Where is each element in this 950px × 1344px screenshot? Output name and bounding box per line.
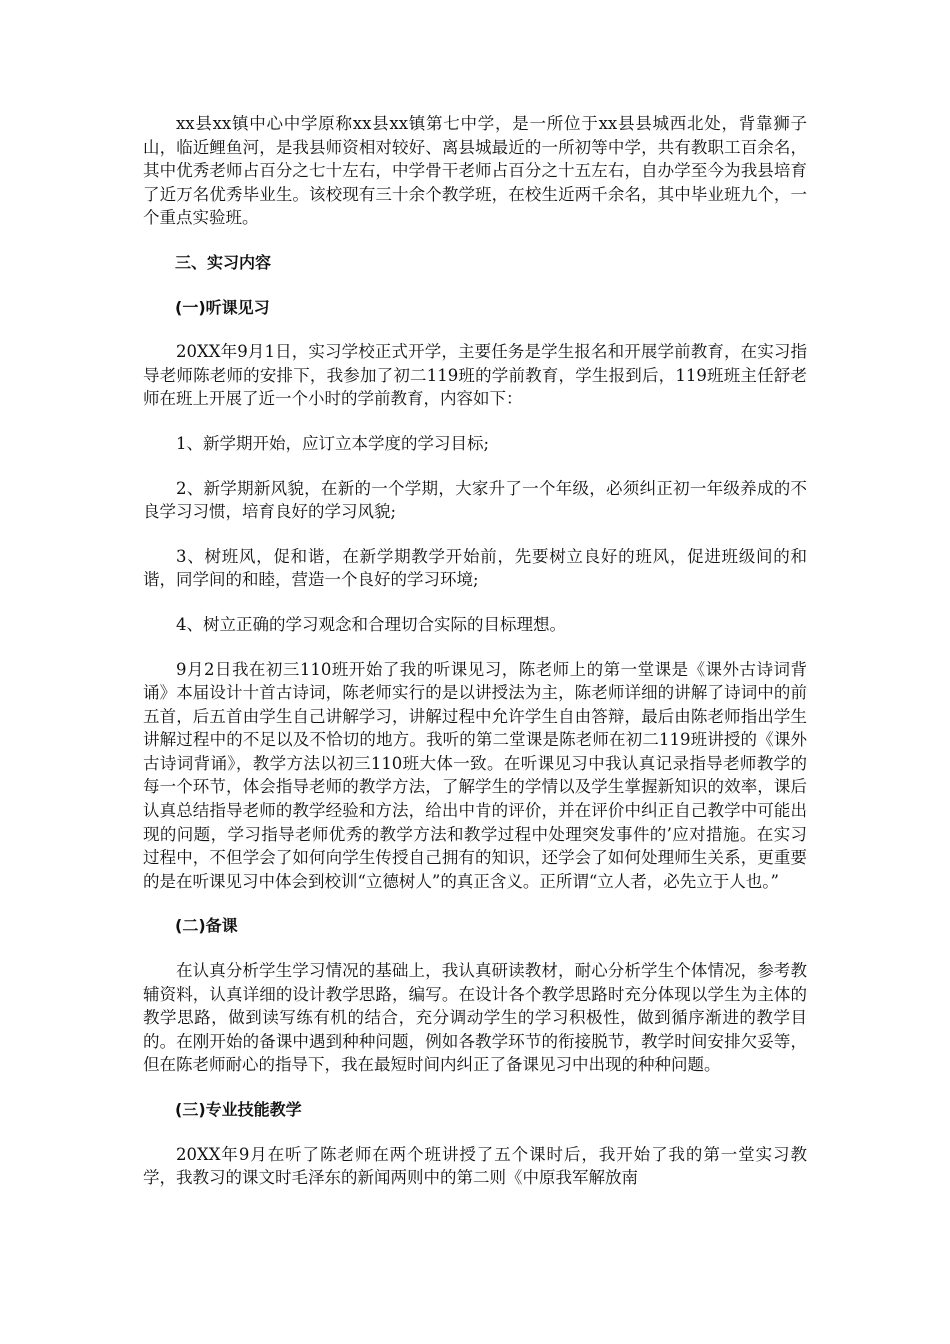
section-heading-internship-content: 三、实习内容 (175, 252, 272, 272)
paragraph-lesson-prep: 在认真分析学生学习情况的基础上，我认真研读教材，耐心分析学生个体情况，参考教辅资料，认真详细的设计教学思路，编写。在设计各个教学思路时充分体现以学生为主体的教学思路，做到读写练有机的结合，充分调动学生的学习积极性，做到循序渐进的教学目的。在刚开始的备课中遇到种种问题，例如各教学环节的衔接脱节，教学时间安排欠妥等，但在陈老师耐心的指导下，我在最短时间内纠正了备课见习中出现的种种问题。 (143, 961, 807, 1075)
subsection-heading-lesson-prep: (二)备课 (175, 916, 238, 936)
paragraph-school-intro: xx县xx镇中心中学原称xx县xx镇第七中学，是一所位于xx县县城西北处，背靠狮子山，临近鲤鱼河，是我县师资相对较好、离县城最近的一所初等中学，共有教职工百余名，其中优秀老师占百分之七十左右，中学骨干老师占百分之十五左右，自办学至今为我县培育了近万名优秀毕业生。该校现有三十余个教学班，在校生近两千余名，其中毕业班九个，一个重点实验班。 (143, 114, 807, 228)
list-item-4: 4、树立正确的学习观念和合理切合实际的目标理想。 (176, 614, 566, 634)
subsection-heading-observation: (一)听课见习 (175, 297, 270, 317)
list-item-2: 2、新学期新风貌，在新的一个学期，大家升了一个年级，必须纠正初一年级养成的不良学习习惯，培育良好的学习风貌; (143, 478, 807, 522)
paragraph-teaching-skills: 20XX年9月在听了陈老师在两个班讲授了五个课时后，我开始了我的第一堂实习教学，我教习的课文时毛泽东的新闻两则中的第二则《中原我军解放南 (143, 1144, 807, 1188)
paragraph-first-day: 20XX年9月1日，实习学校正式开学，主要任务是学生报名和开展学前教育，在实习指导老师陈老师的安排下，我参加了初二119班的学前教育，学生报到后，119班班主任舒老师在班上开展了近一个小时的学前教育，内容如下： (143, 342, 807, 409)
document-body (143, 112, 807, 1211)
paragraph-observation-details: 9月2日我在初三110班开始了我的听课见习，陈老师上的第一堂课是《课外古诗词背诵》本届设计十首古诗词，陈老师实行的是以讲授法为主，陈老师详细的讲解了诗词中的前五首，后五首由学生自己讲解学习，讲解过程中允许学生自由答辩，最后由陈老师指出学生讲解过程中的不足以及不恰切的地方。我听的第二堂课是陈老师在初二119班讲授的《课外古诗词背诵》，教学方法以初三110班大体一致。在听课见习中我认真记录指导老师教学的每一个环节，体会指导老师的教学方法，了解学生的学情以及学生掌握新知识的效率，课后认真总结指导老师的教学经验和方法，给出中肯的评价，并在评价中纠正自己教学中可能出现的问题，学习指导老师优秀的教学方法和教学过程中处理突发事件的’应对措施。在实习过程中，不但学会了如何向学生传授自己拥有的知识，还学会了如何处理师生关系，更重要的是在听课见习中体会到校训“立德树人”的真正含义。正所谓“立人者，必先立于人也。” (143, 659, 807, 891)
list-item-3: 3、树班风，促和谐，在新学期教学开始前，先要树立良好的班风，促进班级间的和谐，同学间的和睦，营造一个良好的学习环境; (143, 546, 807, 590)
subsection-heading-teaching-skills: (三)专业技能教学 (175, 1100, 302, 1119)
list-item-1: 1、新学期开始，应订立本学度的学习目标; (176, 433, 490, 453)
